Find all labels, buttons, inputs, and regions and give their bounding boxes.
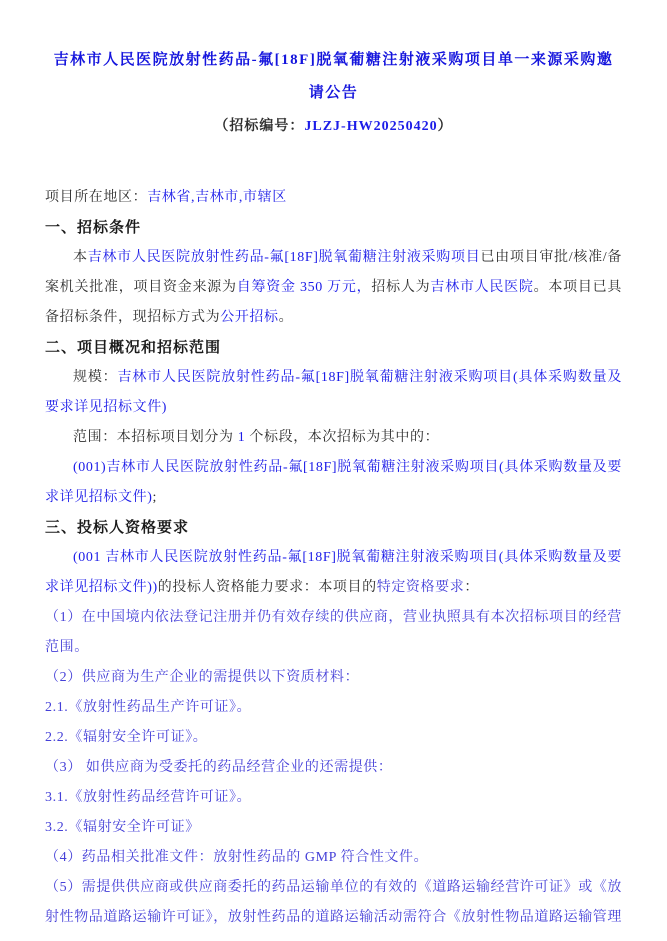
bid-number-value: JLZJ-HW20250420 (304, 119, 438, 134)
scale-paragraph (45, 363, 622, 423)
requirement-item-3-1: 3.1.《放射性药品经营许可证》。 (45, 790, 252, 805)
section-heading-bidder-qualification: 三、投标人资格要求 (45, 520, 190, 536)
text-run: 已由项目审批/核准/备案机关批准，项目资金来源为 (45, 250, 622, 295)
text-run: 个标段，本次招标为其中的： (245, 430, 440, 445)
tenderee-name-value: 吉林市人民医院 (430, 280, 534, 295)
qualification-project-value: (001 吉林市人民医院放射性药品-氟[18F]脱氧葡糖注射液采购项目(具体采购数量及要求详见招标文件)) (45, 550, 622, 595)
bid-number (45, 110, 622, 143)
section-heading-project-overview: 二、项目概况和招标范围 (45, 340, 222, 356)
lot-count-value: 1 (237, 430, 246, 445)
text-run: 特定资格要求 (376, 580, 465, 595)
document-body (45, 183, 622, 933)
bid-number-suffix: ） (437, 119, 453, 134)
qualification-intro-paragraph (45, 543, 622, 603)
project-location (45, 183, 622, 213)
text-run: 的投标人资格能力要求：本项目的 (157, 580, 377, 595)
text-run: ; (152, 490, 157, 505)
text-run: 。 (278, 310, 294, 325)
bid-method-value: 公开招标 (220, 310, 279, 325)
text-run: 。本项目已具备招标条件，现招标方式为 (45, 280, 622, 325)
lot-001-paragraph (45, 453, 622, 513)
project-location-value: 吉林省,吉林市,市辖区 (147, 190, 287, 205)
project-location-label: 项目所在地区： (45, 190, 148, 205)
lot-001-value: (001)吉林市人民医院放射性药品-氟[18F]脱氧葡糖注射液采购项目(具体采购数量及要求详见招标文件) (45, 460, 622, 505)
section-heading-bid-conditions: 一、招标条件 (45, 220, 142, 236)
bid-number-prefix: （招标编号： (214, 119, 305, 134)
requirement-item-2: （2）供应商为生产企业的需提供以下资质材料： (45, 670, 360, 685)
page-title-line-1: 吉林市人民医院放射性药品-氟[18F]脱氧葡糖注射液采购项目单一来源采购邀 (53, 52, 614, 68)
scale-value: 吉林市人民医院放射性药品-氟[18F]脱氧葡糖注射液采购项目(具体采购数量及要求详见招标文件) (45, 370, 622, 415)
requirement-item-2-2: 2.2.《辐射安全许可证》。 (45, 730, 208, 745)
requirement-item-1: （1）在中国境内依法登记注册并仍有效存续的供应商，营业执照具有本次招标项目的经营范围。 (45, 610, 622, 655)
requirement-item-3: （3） 如供应商为受委托的药品经营企业的还需提供： (45, 760, 393, 775)
requirement-item-4: （4）药品相关批准文件：放射性药品的 GMP 符合性文件。 (45, 850, 429, 865)
scale-label: 规模： (73, 370, 118, 385)
page-title-line-2: 请公告 (308, 85, 359, 101)
text-run: 范围：本招标项目划分为 (73, 430, 238, 445)
funding-source-value: 自筹资金 350 万元， (236, 280, 372, 295)
requirement-item-5: （5）需提供供应商或供应商委托的药品运输单位的有效的《道路运输经营许可证》或《放射性物品道路运输许可证》，放射性药品的道路运输活动需符合《放射性物品道路运输管理 (45, 880, 622, 925)
scope-paragraph (45, 423, 622, 453)
text-run: 本 (73, 250, 88, 265)
project-name-link: 吉林市人民医院放射性药品-氟[18F]脱氧葡糖注射液采购项目 (87, 250, 481, 265)
text-run: 招标人为 (371, 280, 431, 295)
requirement-item-2-1: 2.1.《放射性药品生产许可证》。 (45, 700, 252, 715)
bid-conditions-paragraph (45, 243, 622, 333)
requirement-item-3-2: 3.2.《辐射安全许可证》 (45, 820, 200, 835)
text-run: ： (464, 580, 479, 595)
